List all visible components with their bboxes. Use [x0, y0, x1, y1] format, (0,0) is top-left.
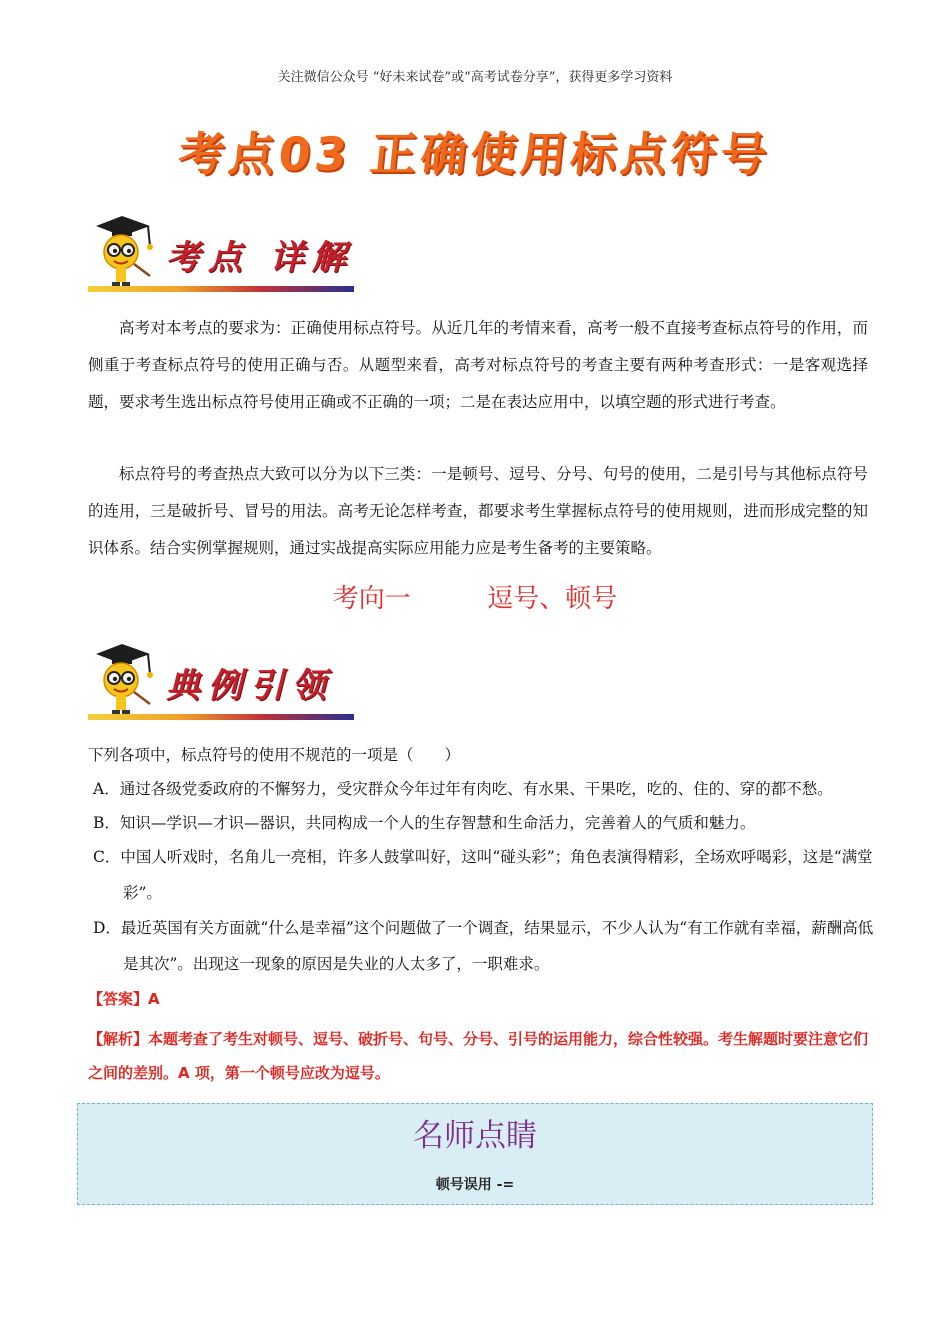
analysis — [88, 1022, 878, 1090]
tips-box — [77, 1103, 873, 1205]
subheading-part2: 逗号、顿号 — [487, 584, 618, 614]
intro-paragraph-1: 高考对本考点的要求为：正确使用标点符号。从近几年的考情来看，高考一般不直接考查标点符号的作用，而侧重于考查标点符号的使用正确与否。从题型来看，高考对标点符号的考查主要有两种考查形式：一是客观选择题，要求考生选出标点符号使用正确或不正确的一项；二是在表达应用中，以填空题的形式进行考查。 — [88, 319, 868, 411]
main-title: 考点03 正确使用标点符号 — [175, 127, 774, 181]
option-a: A．通过各级党委政府的不懈努力，受灾群众今年过年有肉吃、有水果、干果吃，吃的、住的、穿的都不愁。 — [93, 780, 833, 798]
answer — [88, 988, 878, 1009]
section-title-example: 典例引领 — [166, 666, 334, 706]
section-banner-example — [88, 640, 358, 720]
tips-title: 名师点睛 — [413, 1118, 537, 1154]
section-banner-detail — [88, 212, 358, 292]
section-title-detail: 考点 详解 — [166, 238, 354, 278]
option-d: D．最近英国有关方面就“什么是幸福”这个问题做了一个调查，结果显示，不少人认为“有工作就有幸福，薪酬高低是其次”。出现这一现象的原因是失业的人太多了，一职难求。 — [93, 919, 874, 973]
header-note: 关注微信公众号 “好未来试卷”或“高考试卷分享”，获得更多学习资料 — [277, 70, 673, 85]
option-c: C．中国人听戏时，名角儿一亮相，许多人鼓掌叫好，这叫“碰头彩”；角色表演得精彩，全场欢呼喝彩，这是“满堂彩”。 — [93, 848, 873, 902]
banner-gradient-bar — [88, 714, 354, 720]
question-stem: 下列各项中，标点符号的使用不规范的一项是（ ） — [88, 746, 461, 764]
tips-subtitle: 顿号误用 -= — [435, 1177, 515, 1193]
mascot-graduate-icon — [88, 212, 154, 288]
analysis-label: 【解析】 — [88, 1030, 149, 1048]
subheading-part1: 考向一 — [332, 584, 411, 614]
mascot-graduate-icon — [88, 640, 154, 716]
answer-value: A — [148, 990, 160, 1008]
option-b: B．知识—学识—才识—器识，共同构成一个人的生存智慧和生命活力，完善着人的气质和魅力。 — [93, 814, 756, 832]
analysis-text: 本题考查了考生对顿号、逗号、破折号、句号、分号、引号的运用能力，综合性较强。考生解题时要注意它们之间的差别。A 项，第一个顿号应改为逗号。 — [88, 1030, 869, 1082]
intro-paragraph-2: 标点符号的考查热点大致可以分为以下三类：一是顿号、逗号、分号、句号的使用，二是引号与其他标点符号的连用，三是破折号、冒号的用法。高考无论怎样考查，都要求考生掌握标点符号的使用规则，进而形成完整的知识体系。结合实例掌握规则，通过实战提高实际应用能力应是考生备考的主要策略。 — [88, 465, 868, 557]
subheading — [0, 578, 950, 615]
banner-gradient-bar — [88, 286, 354, 292]
answer-label: 【答案】 — [88, 990, 149, 1008]
